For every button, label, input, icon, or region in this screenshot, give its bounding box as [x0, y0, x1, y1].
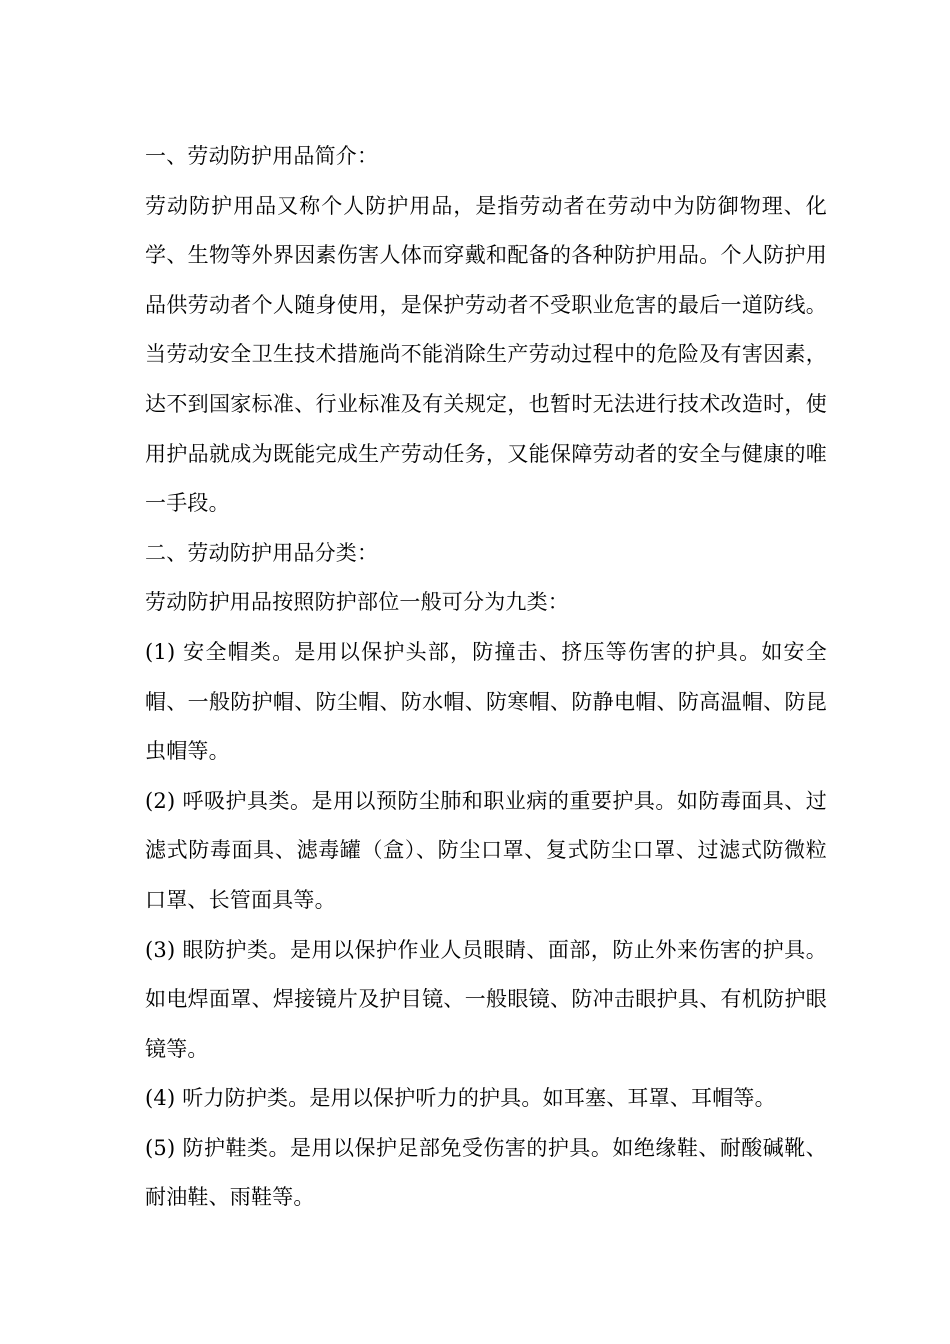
section-heading-intro: 一、劳动防护用品简介： [145, 144, 379, 168]
category-item-5: (5) 防护鞋类。是用以保护足部免受伤害的护具。如绝缘鞋、耐酸碱靴、耐油鞋、雨鞋等。 [145, 1135, 827, 1210]
section-heading-classification: 二、劳动防护用品分类： [145, 540, 379, 565]
category-item-3: (3) 眼防护类。是用以保护作业人员眼睛、面部，防止外来伤害的护具。如电焊面罩、焊接镜片及护目镜、一般眼镜、防冲击眼护具、有机防护眼镜等。 [145, 937, 827, 1061]
category-item-2: (2) 呼吸护具类。是用以预防尘肺和职业病的重要护具。如防毒面具、过滤式防毒面具、滤毒罐（盒）、防尘口罩、复式防尘口罩、过滤式防微粒口罩、长管面具等。 [145, 788, 827, 912]
category-item-4: (4) 听力防护类。是用以保护听力的护具。如耳塞、耳罩、耳帽等。 [145, 1086, 776, 1111]
category-item-1: (1) 安全帽类。是用以保护头部，防撞击、挤压等伤害的护具。如安全帽、一般防护帽、防尘帽、防水帽、防寒帽、防静电帽、防高温帽、防昆虫帽等。 [145, 639, 827, 764]
classification-lead: 劳动防护用品按照防护部位一般可分为九类： [145, 590, 569, 615]
document-body [145, 132, 827, 1223]
intro-paragraph: 劳动防护用品又称个人防护用品，是指劳动者在劳动中为防御物理、化学、生物等外界因素伤害人体而穿戴和配备的各种防护用品。个人防护用品供劳动者个人随身使用，是保护劳动者不受职业危害的最后一道防线。当劳动安全卫生技术措施尚不能消除生产劳动过程中的危险及有害因素，达不到国家标准、行业标准及有关规定，也暂时无法进行技术改造时，使用护品就成为既能完成生产劳动任务，又能保障劳动者的安全与健康的唯一手段。 [145, 193, 827, 516]
